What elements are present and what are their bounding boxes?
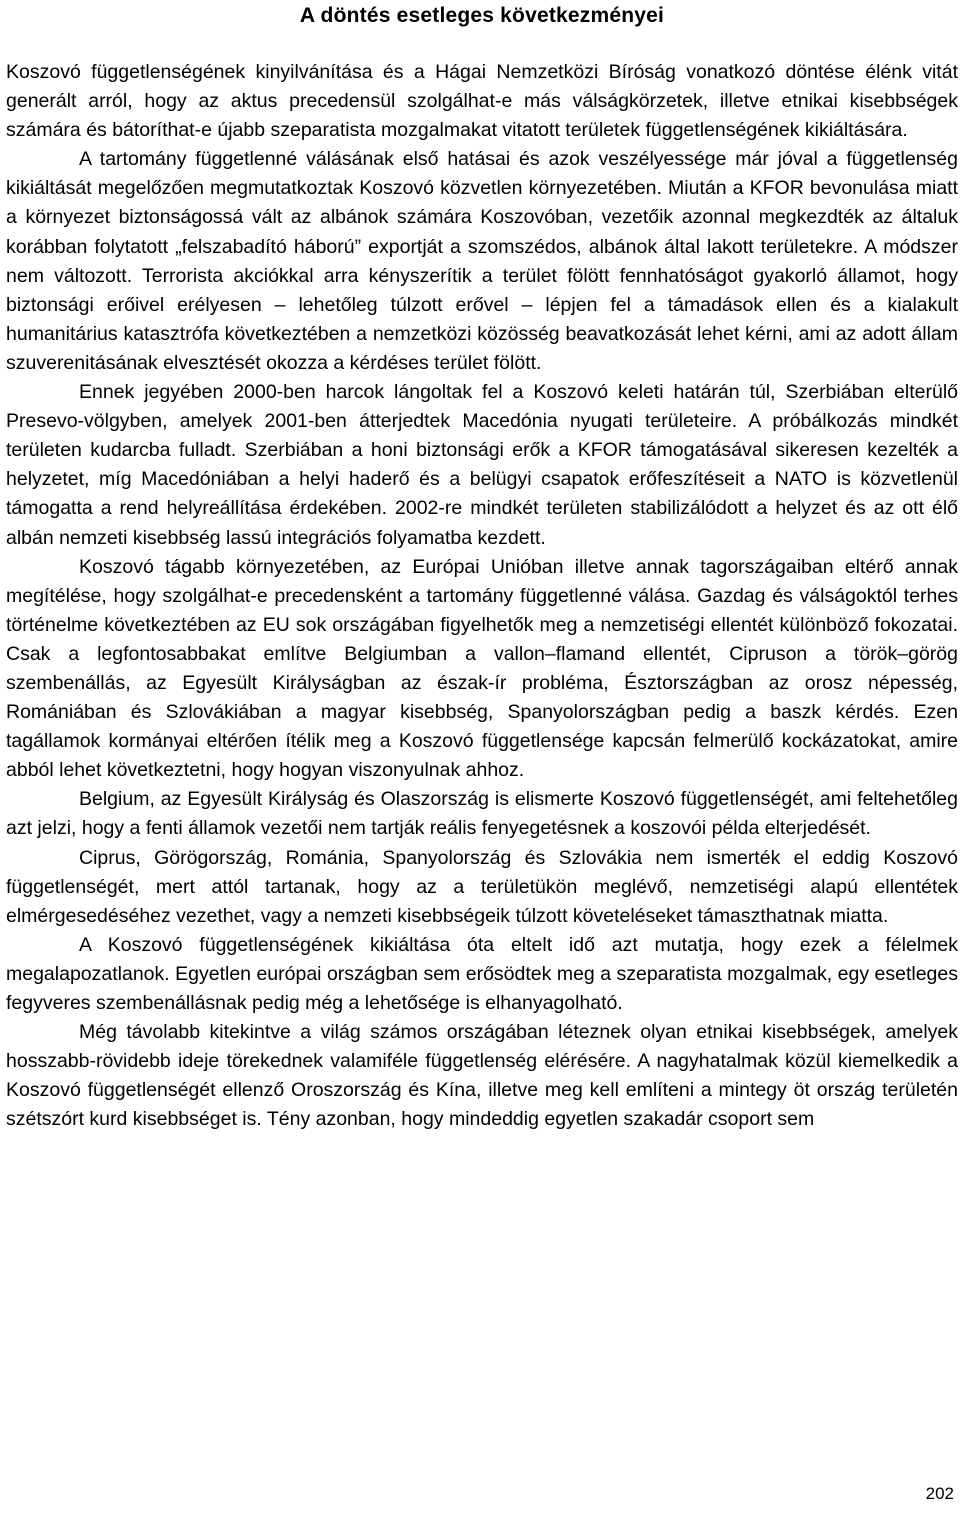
document-page (6, 0, 958, 1134)
paragraph: Ciprus, Görögország, Románia, Spanyolország és Szlovákia nem ismerték el eddig Koszovó függetlenségét, mert attól tartanak, hogy az a területükön meglévő, nemzetiségi alapú ellentétek elmérgesedéséhez vezethet, vagy a nemzeti kisebbségeik túlzott követeléseket támaszthatnak miatta. (6, 846, 958, 927)
paragraph: A tartomány függetlenné válásának első hatásai és azok veszélyessége már jóval a függetlenség kikiáltását megelőzően megmutatkoztak Koszovó közvetlen környezetében. Miután a KFOR bevonulása miatt a környezet biztonságossá vált az albánok számára Koszovóban, vezetőik azonnal megkezdték az általuk korábban folytatott „felszabadító háború” exportját a szomszédos, albánok által lakott területekre. A módszer nem változott. Terrorista akciókkal arra kényszerítik a terület fölött fennhatóságot gyakorló államot, hogy biztonsági erőivel erélyesen – lehetőleg túlzott erővel – lépjen fel a támadások ellen és a kialakult humanitárius katasztrófa következtében a nemzetközi közösség beavatkozását lehet kérni, ami az adott állam szuverenitásának elvesztését okozza a kérdéses terület fölött. (6, 148, 958, 374)
section-title: A döntés esetleges következményei (299, 4, 665, 27)
body-text (6, 58, 958, 1134)
paragraph: Ennek jegyében 2000-ben harcok lángoltak fel a Koszovó keleti határán túl, Szerbiában elterülő Presevo-völgyben, amelyek 2001-ben átterjedtek Macedónia nyugati területeire. A próbálkozás mindkét területen kudarcba fulladt. Szerbiában a honi biztonsági erők a KFOR támogatásával sikeresen kezelték a helyzetet, míg Macedóniában a helyi haderő és a belügyi csapatok erőfeszítéseit a NATO is közvetlenül támogatta a rend helyreállítása érdekében. 2002-re mindkét területen stabilizálódott a helyzet és az ott élő albán nemzeti kisebbség lassú integrációs folyamatba kezdett. (6, 381, 958, 549)
page-number: 202 (925, 1484, 954, 1503)
paragraph: A Koszovó függetlenségének kikiáltása óta eltelt idő azt mutatja, hogy ezek a félelmek megalapozatlanok. Egyetlen európai országban sem erősödtek meg a szeparatista mozgalmak, egy esetleges fegyveres szembenállásnak pedig még a lehetősége is elhanyagolható. (6, 933, 958, 1014)
paragraph: Belgium, az Egyesült Királyság és Olaszország is elismerte Koszovó függetlenségét, ami feltehetőleg azt jelzi, hogy a fenti államok vezetői nem tartják reális fenyegetésnek a koszovói példa elterjedését. (6, 788, 958, 840)
paragraph: Koszovó függetlenségének kinyilvánítása és a Hágai Nemzetközi Bíróság vonatkozó döntése élénk vitát generált arról, hogy az aktus precedensül szolgálhat-e más válságkörzetek, illetve etnikai kisebbségek számára és bátoríthat-e újabb szeparatista mozgalmakat vitatott területek függetlenségének kikiáltására. (6, 61, 958, 142)
paragraph: Még távolabb kitekintve a világ számos országában léteznek olyan etnikai kisebbségek, amelyek hosszabb-rövidebb ideje törekednek valamiféle függetlenség elérésére. A nagyhatalmak közül kiemelkedik a Koszovó függetlenségét ellenző Oroszország és Kína, illetve meg kell említeni a mintegy öt ország területén szétszórt kurd kisebbséget is. Tény azonban, hogy mindeddig egyetlen szakadár csoport sem (6, 1021, 958, 1131)
paragraph: Koszovó tágabb környezetében, az Európai Unióban illetve annak tagországaiban eltérő annak megítélése, hogy szolgálhat-e precedensként a tartomány függetlenné válása. Gazdag és válságoktól terhes történelme következtében az EU sok országában figyelhetők meg a nemzetiségi ellentét különböző fokozatai. Csak a legfontosabbakat említve Belgiumban a vallon–flamand ellentét, Cipruson a török–görög szembenállás, az Egyesült Királyságban az észak-ír probléma, Észtországban az orosz népesség, Romániában és Szlovákiában a magyar kisebbség, Spanyolországban pedig a baszk kérdés. Ezen tagállamok kormányai eltérően ítélik meg a Koszovó függetlensége kapcsán felmerülő kockázatokat, amire abból lehet következtetni, hogy hogyan viszonyulnak ahhoz. (6, 555, 958, 782)
